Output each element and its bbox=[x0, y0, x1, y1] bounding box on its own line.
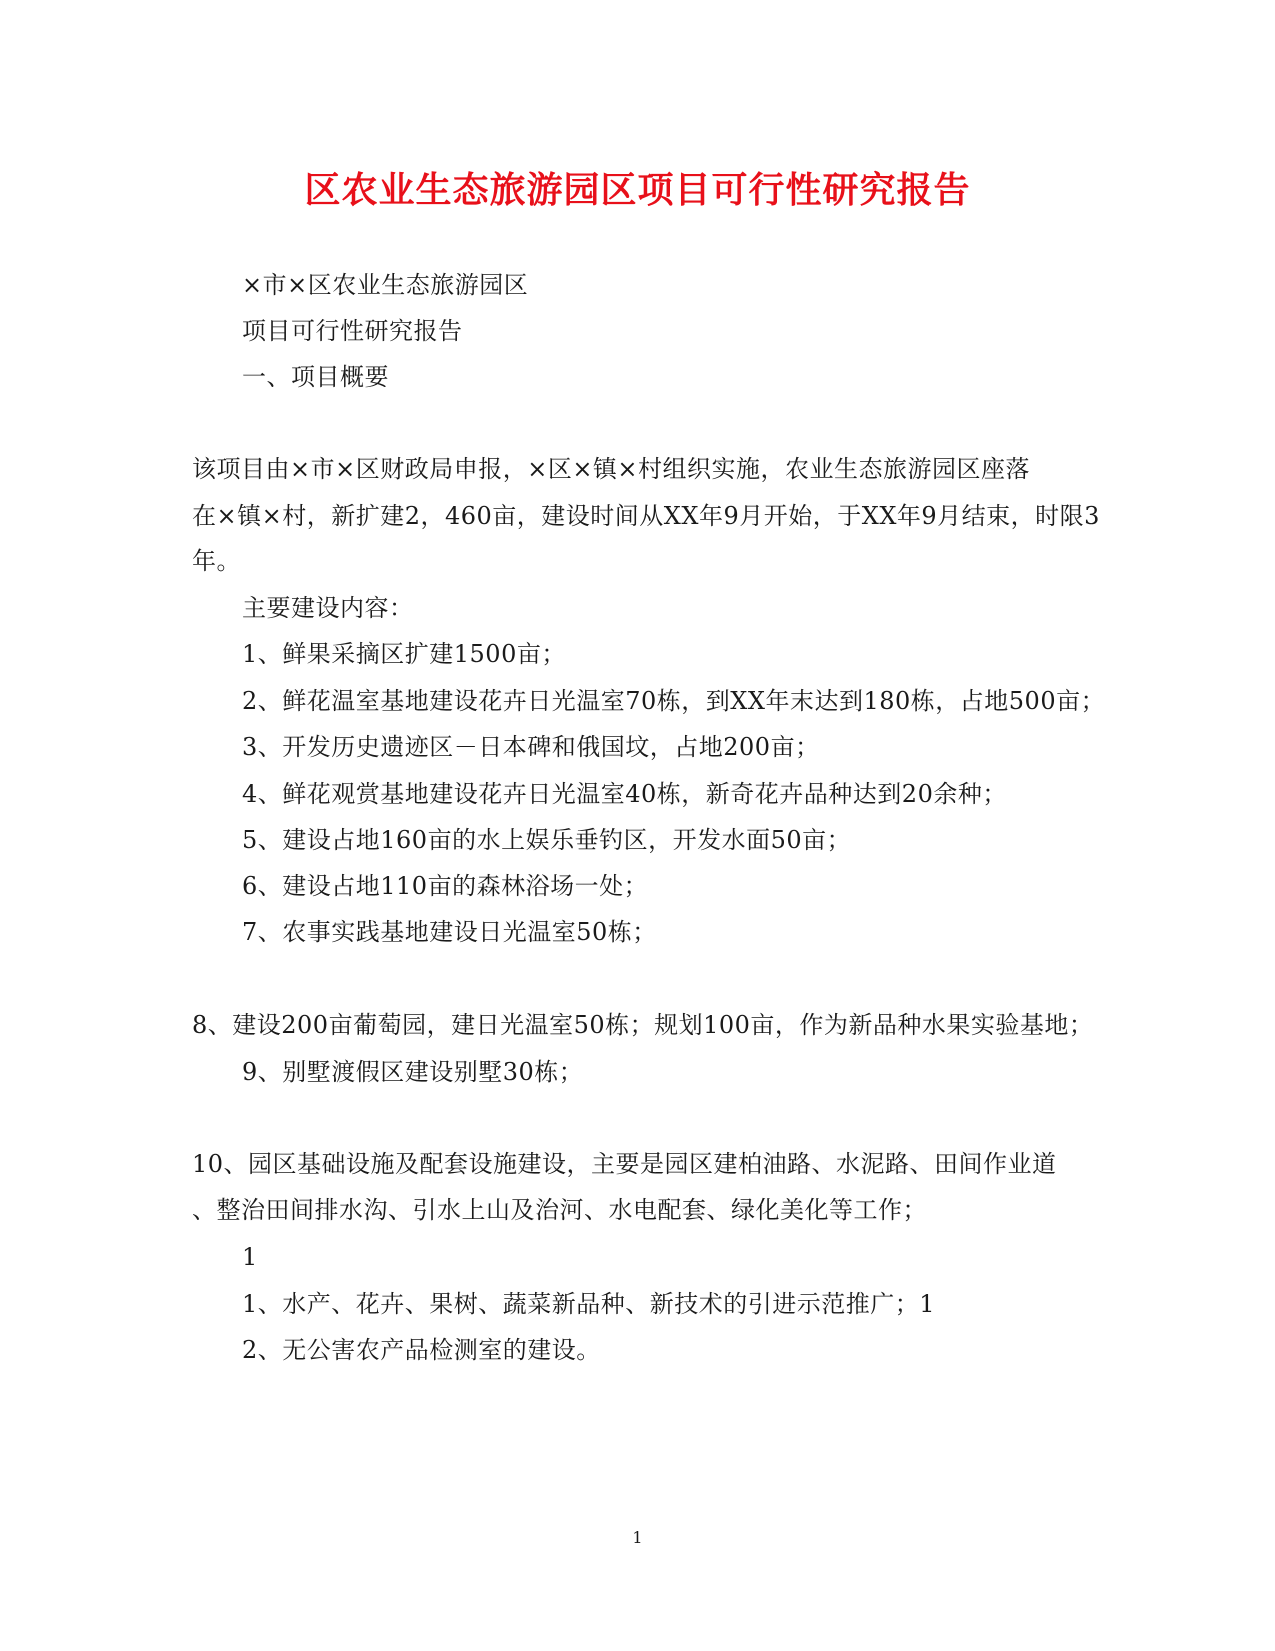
subtitle-line-2: 项目可行性研究报告 bbox=[242, 317, 463, 345]
intro-paragraph-line-1: 该项目由×市×区财政局申报，×区×镇×村组织实施，农业生态旅游园区座落 bbox=[192, 455, 1031, 483]
list-item: 8、建设200亩葡萄园，建日光温室50栋；规划100亩，作为新品种水果实验基地； bbox=[192, 1011, 1094, 1039]
page-number: 1 bbox=[632, 1528, 643, 1547]
subtitle-line-1: ×市×区农业生态旅游园区 bbox=[242, 271, 529, 299]
list-item: 10、园区基础设施及配套设施建设，主要是园区建柏油路、水泥路、田间作业道 bbox=[192, 1150, 1057, 1178]
list-item: 1、鲜果采摘区扩建1500亩； bbox=[242, 640, 566, 668]
document-title: 区农业生态旅游园区项目可行性研究报告 bbox=[304, 169, 971, 211]
list-item: 4、鲜花观赏基地建设花卉日光温室40栋，新奇花卉品种达到20余种； bbox=[242, 780, 1007, 808]
list-item: 5、建设占地160亩的水上娱乐垂钓区，开发水面50亩； bbox=[242, 826, 852, 854]
intro-paragraph-line-2: 在×镇×村，新扩建2，460亩，建设时间从XX年9月开始，于XX年9月结束，时限3 bbox=[192, 502, 1100, 530]
stray-number: 1 bbox=[242, 1243, 258, 1271]
list-item: 6、建设占地110亩的森林浴场一处； bbox=[242, 872, 649, 900]
list-item: 1、水产、花卉、果树、蔬菜新品种、新技术的引进示范推广；1 bbox=[242, 1290, 936, 1318]
list-item: 9、别墅渡假区建设别墅30栋； bbox=[242, 1058, 584, 1086]
list-item: 3、开发历史遗迹区－日本碑和俄国坟，占地200亩； bbox=[242, 733, 820, 761]
list-item: 2、无公害农产品检测室的建设。 bbox=[242, 1336, 601, 1364]
intro-paragraph-line-3: 年。 bbox=[192, 547, 241, 575]
section-heading: 一、项目概要 bbox=[242, 363, 389, 391]
list-item-continuation: 、整治田间排水沟、引水上山及治河、水电配套、绿化美化等工作； bbox=[192, 1196, 927, 1224]
list-item: 7、农事实践基地建设日光温室50栋； bbox=[242, 918, 657, 946]
list-item: 2、鲜花温室基地建设花卉日光温室70栋，到XX年末达到180栋，占地500亩； bbox=[242, 687, 1106, 715]
content-heading: 主要建设内容： bbox=[242, 594, 414, 622]
